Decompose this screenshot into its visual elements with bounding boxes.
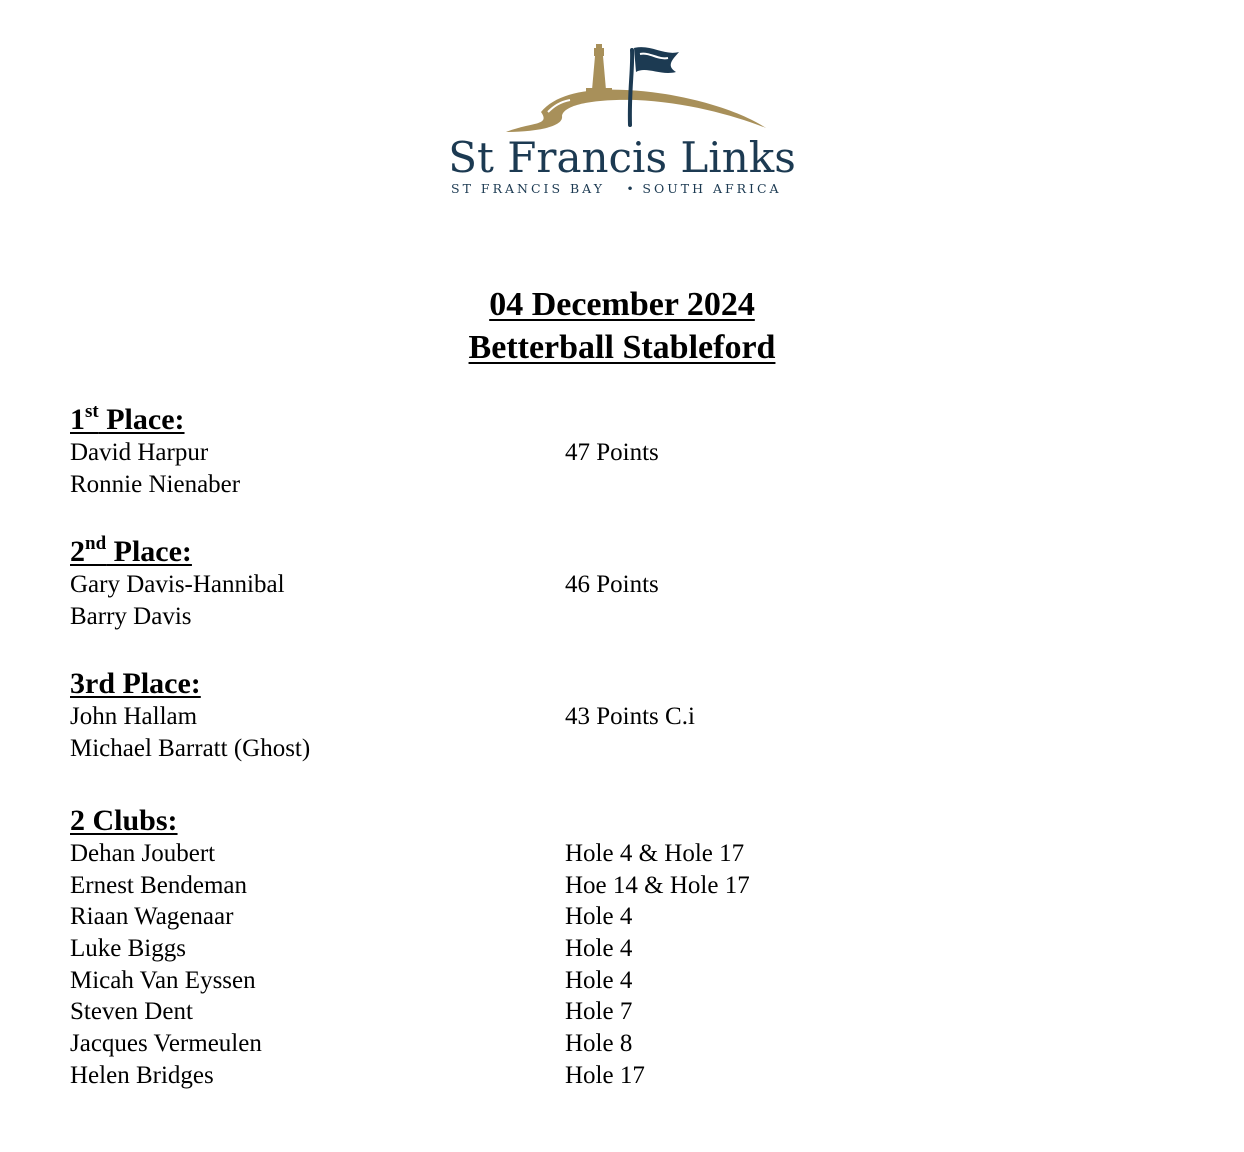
result-row — [70, 996, 1170, 1028]
hole-value: Hole 4 — [565, 903, 633, 931]
result-row — [70, 437, 1170, 469]
result-row — [70, 870, 1170, 902]
event-date: 04 December 2024 — [489, 286, 755, 323]
result-row — [70, 1028, 1170, 1060]
result-row — [70, 569, 1170, 601]
two-clubs-section — [70, 804, 1170, 1092]
result-row — [70, 733, 1170, 765]
third-place-section — [70, 667, 1170, 764]
hole-value: Hole 4 — [565, 966, 633, 994]
brand-tagline-right: SOUTH AFRICA — [642, 181, 782, 196]
player-name: Gary Davis-Hannibal — [70, 571, 285, 598]
player-name: Dehan Joubert — [70, 840, 216, 867]
result-row — [70, 1060, 1170, 1092]
brand-tagline-separator: • — [626, 181, 634, 196]
result-row — [70, 469, 1170, 501]
fairway-swoosh — [506, 90, 766, 132]
hole-value: Hole 7 — [565, 998, 633, 1026]
result-row — [70, 965, 1170, 997]
player-name: David Harpur — [70, 439, 209, 466]
score-value: 46 Points — [565, 571, 659, 598]
player-name: Helen Bridges — [70, 1061, 214, 1089]
lighthouse-icon — [586, 44, 612, 94]
score-value: 43 Points C.i — [565, 703, 695, 730]
player-name: Micah Van Eyssen — [70, 966, 256, 994]
hole-value: Hole 4 — [565, 935, 633, 963]
player-name: Barry Davis — [70, 602, 192, 630]
section-heading: 1st Place: — [70, 401, 185, 436]
result-row — [70, 838, 1170, 870]
brand-name: St Francis Links — [448, 133, 796, 182]
result-row — [70, 901, 1170, 933]
player-name: Michael Barratt (Ghost) — [70, 734, 311, 762]
section-heading: 2 Clubs: — [70, 804, 178, 837]
section-heading: 3rd Place: — [70, 667, 201, 700]
st-francis-links-logo — [436, 30, 808, 205]
player-name: Riaan Wagenaar — [70, 903, 234, 931]
section-heading: 2nd Place: — [70, 533, 192, 568]
result-row — [70, 933, 1170, 965]
player-name: Luke Biggs — [70, 935, 186, 963]
results-title-block — [0, 283, 1244, 369]
hole-value: Hole 8 — [565, 1030, 633, 1058]
hole-value: Hole 17 — [565, 1061, 645, 1089]
hole-value: Hoe 14 & Hole 17 — [565, 871, 750, 899]
result-row — [70, 601, 1170, 633]
second-place-section — [70, 535, 1170, 632]
score-value: 47 Points — [565, 439, 659, 466]
player-name: Steven Dent — [70, 998, 193, 1026]
result-row — [70, 701, 1170, 733]
player-name: Ernest Bendeman — [70, 871, 248, 899]
brand-tagline-left: ST FRANCIS BAY — [451, 181, 605, 196]
hole-value: Hole 4 & Hole 17 — [565, 840, 745, 867]
golf-flag-icon — [630, 47, 679, 125]
player-name: Jacques Vermeulen — [70, 1030, 262, 1058]
competition-name: Betterball Stableford — [468, 329, 776, 366]
first-place-section — [70, 403, 1170, 500]
player-name: Ronnie Nienaber — [70, 470, 241, 498]
player-name: John Hallam — [70, 703, 198, 730]
